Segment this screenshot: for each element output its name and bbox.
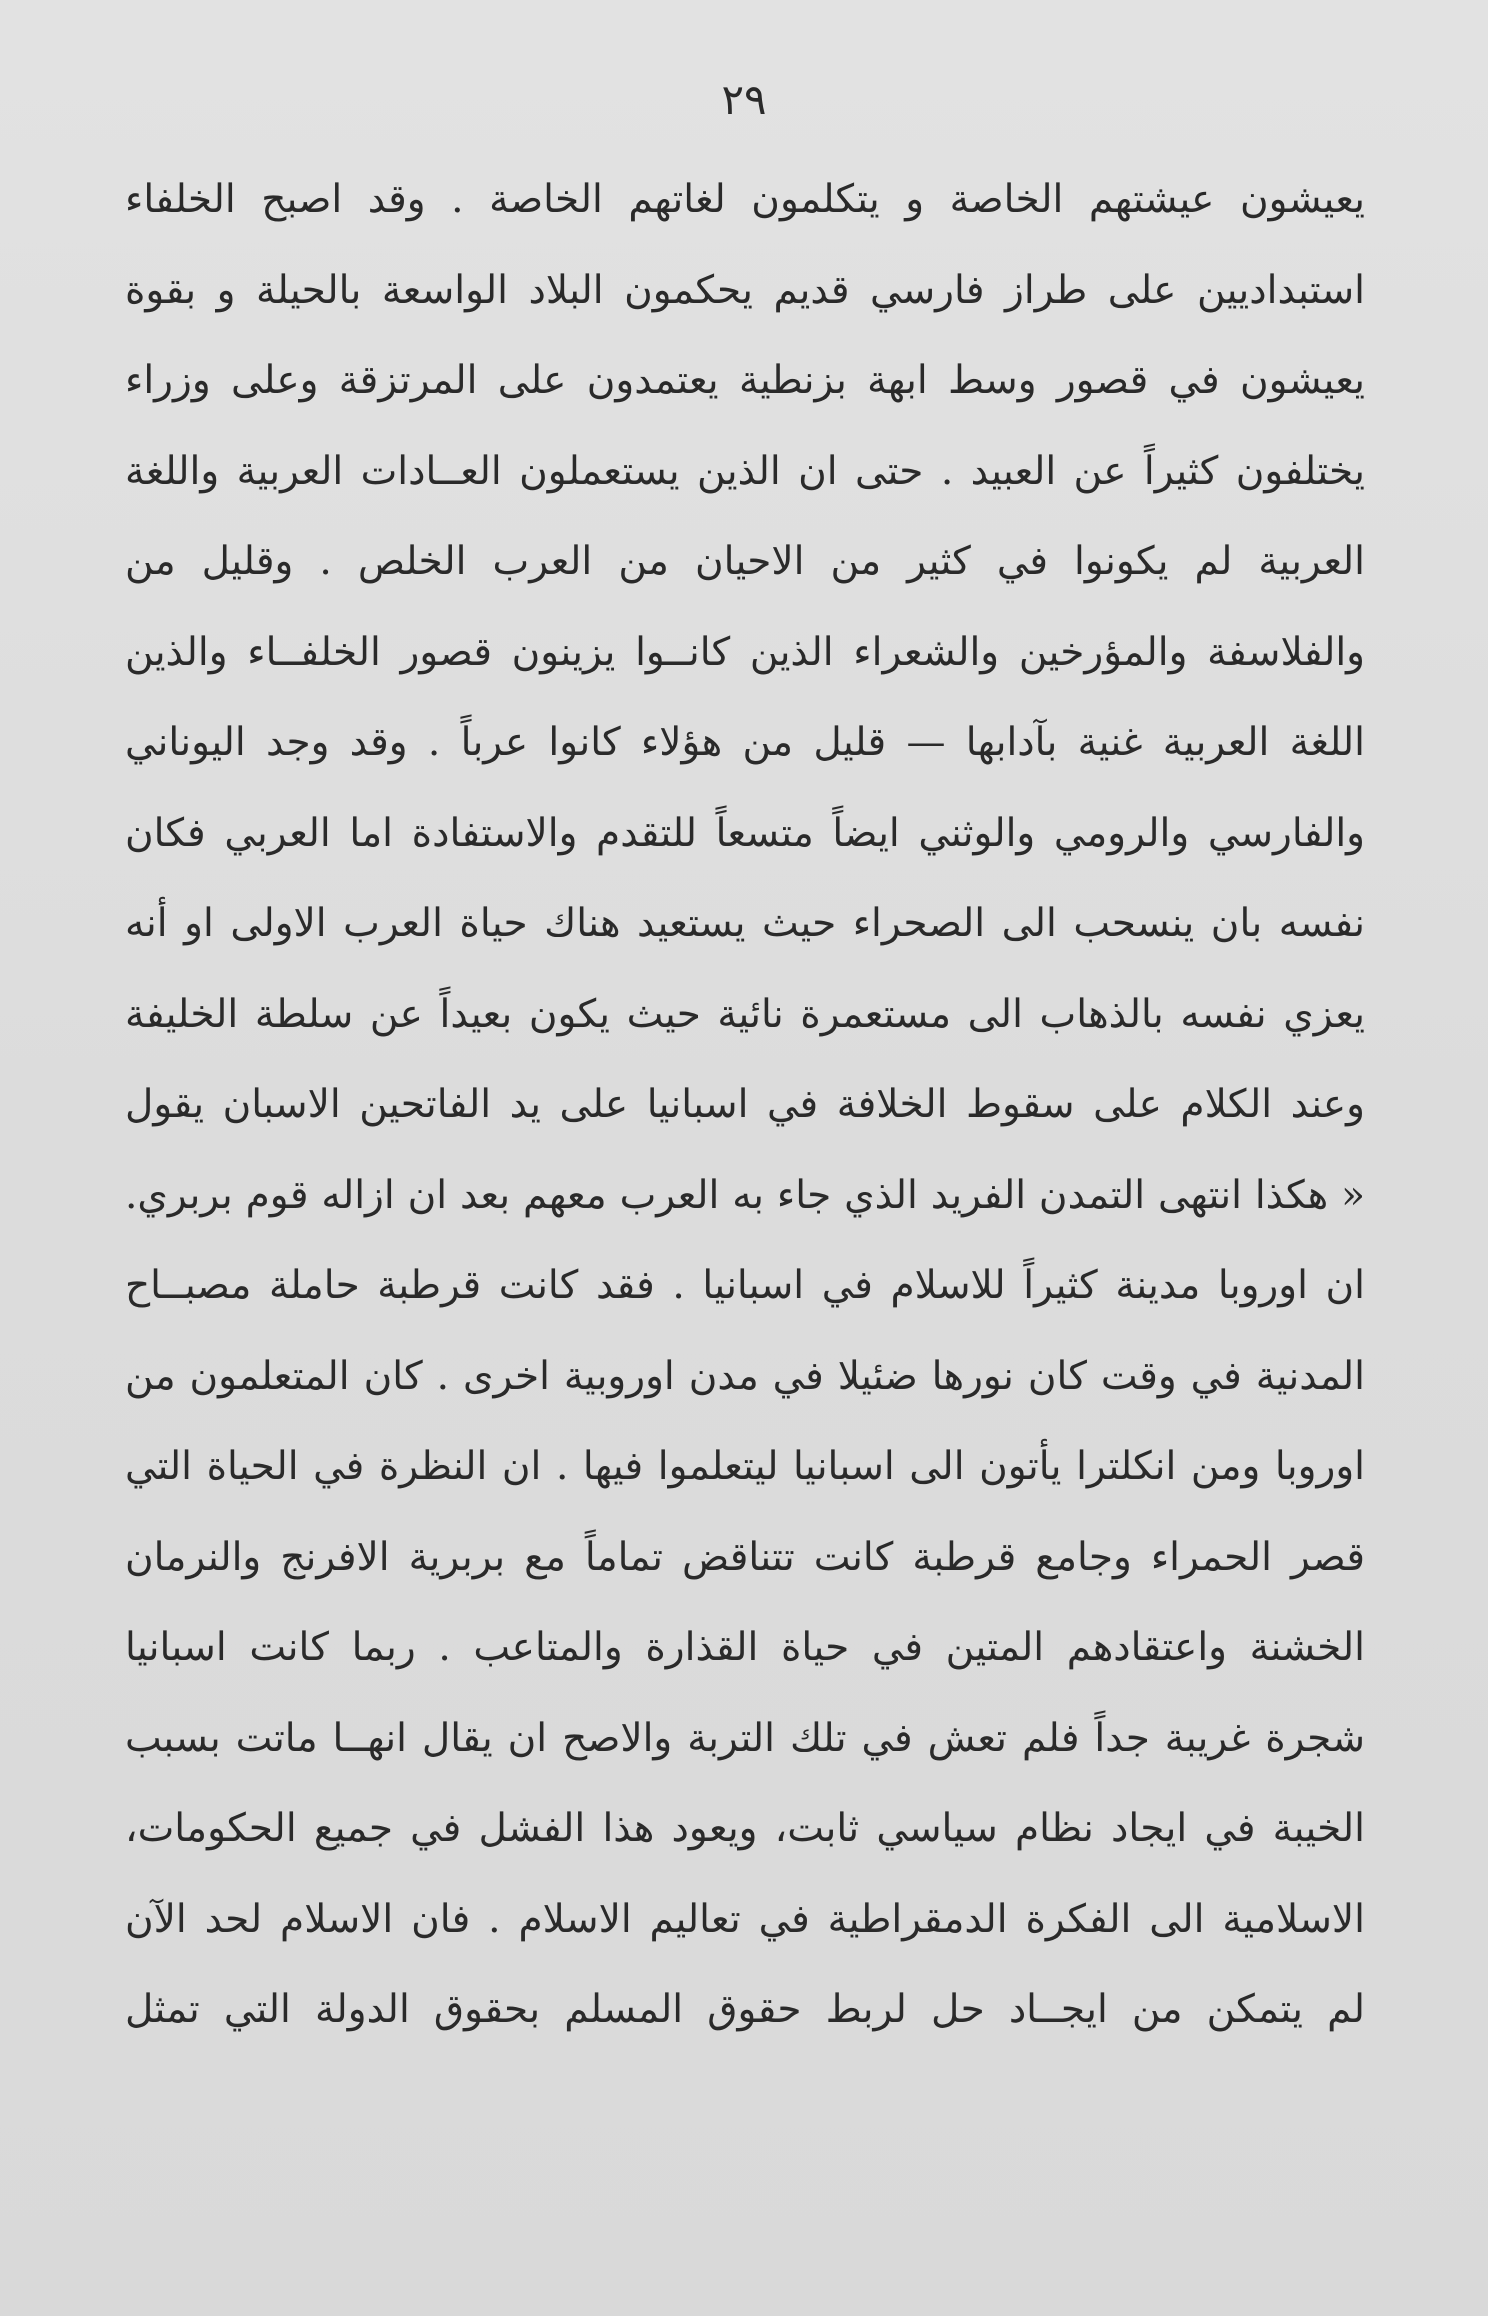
text-line-content: وعند الكلام على سقوط الخلافة في اسبانيا على يد الفاتحين الاسبان يقول	[125, 1082, 1365, 1127]
page-number: ٢٩	[721, 75, 767, 124]
text-line	[125, 1422, 1365, 1513]
text-line	[125, 246, 1365, 337]
text-line	[125, 608, 1365, 699]
text-line-content: شجرة غريبة جداً فلم تعش في تلك التربة والاصح ان يقال انهــا ماتت بسبب	[125, 1715, 1365, 1761]
text-line	[125, 698, 1365, 789]
text-line	[125, 1060, 1365, 1151]
text-line-content: يعيشون في قصور وسط ابهة بزنطية يعتمدون على المرتزقة وعلى وزراء	[125, 358, 1365, 403]
text-line-content: استبداديين على طراز فارسي قديم يحكمون البلاد الواسعة بالحيلة و بقوة	[125, 267, 1365, 313]
text-line-content: والفلاسفة والمؤرخين والشعراء الذين كانــوا يزينون قصور الخلفــاء والذين	[125, 629, 1365, 675]
text-line-content: العربية لم يكونوا في كثير من الاحيان من العرب الخلص . وقليل من	[125, 539, 1365, 584]
text-line-content: المدنية في وقت كان نورها ضئيلا في مدن اوروبية اخرى . كان المتعلمون من	[125, 1353, 1365, 1399]
text-line	[125, 1241, 1365, 1332]
text-line	[125, 1151, 1365, 1242]
text-line-content: اللغة العربية غنية بآدابها — قليل من هؤلاء كانوا عرباً . وقد وجد اليوناني	[125, 720, 1365, 765]
text-line	[125, 427, 1365, 518]
text-line	[125, 517, 1365, 608]
text-line-content: يعزي نفسه بالذهاب الى مستعمرة نائية حيث يكون بعيداً عن سلطة الخليفة	[125, 991, 1365, 1037]
text-line	[125, 789, 1365, 880]
text-line	[125, 155, 1365, 246]
body-text	[125, 155, 1365, 2056]
text-line	[125, 1875, 1365, 1966]
text-line-content: قصر الحمراء وجامع قرطبة كانت تتناقض تماماً مع بربرية الافرنج والنرمان	[125, 1534, 1365, 1580]
text-line	[125, 1513, 1365, 1604]
text-line	[125, 1784, 1365, 1875]
text-line	[125, 1694, 1365, 1785]
text-line-content: « هكذا انتهى التمدن الفريد الذي جاء به العرب معهم بعد ان ازاله قوم بربري.	[125, 1172, 1365, 1218]
text-line-content: اوروبا ومن انكلترا يأتون الى اسبانيا ليتعلموا فيها . ان النظرة في الحياة التي	[125, 1444, 1365, 1489]
text-line-content: يعيشون عيشتهم الخاصة و يتكلمون لغاتهم الخاصة . وقد اصبح الخلفاء	[125, 177, 1365, 222]
text-line-content: الاسلامية الى الفكرة الدمقراطية في تعاليم الاسلام . فان الاسلام لحد الآن	[125, 1896, 1365, 1942]
text-line	[125, 970, 1365, 1061]
text-line-content: لم يتمكن من ايجــاد حل لربط حقوق المسلم بحقوق الدولة التي تمثل	[125, 1987, 1365, 2032]
text-line	[125, 879, 1365, 970]
text-line-content: نفسه بان ينسحب الى الصحراء حيث يستعيد هناك حياة العرب الاولى او أنه	[125, 901, 1365, 946]
text-line-content: الخشنة واعتقادهم المتين في حياة القذارة والمتاعب . ربما كانت اسبانيا	[125, 1625, 1365, 1670]
text-line-content: ان اوروبا مدينة كثيراً للاسلام في اسبانيا . فقد كانت قرطبة حاملة مصبــاح	[125, 1263, 1365, 1308]
text-line	[125, 1332, 1365, 1423]
text-line-content: الخيبة في ايجاد نظام سياسي ثابت، ويعود هذا الفشل في جميع الحكومات،	[125, 1806, 1365, 1851]
text-line	[125, 1603, 1365, 1694]
text-line-content: يختلفون كثيراً عن العبيد . حتى ان الذين يستعملون العــادات العربية واللغة	[125, 448, 1365, 494]
text-line	[125, 1965, 1365, 2056]
text-line	[125, 336, 1365, 427]
text-line-content: والفارسي والرومي والوثني ايضاً متسعاً للتقدم والاستفادة اما العربي فكان	[125, 810, 1365, 856]
